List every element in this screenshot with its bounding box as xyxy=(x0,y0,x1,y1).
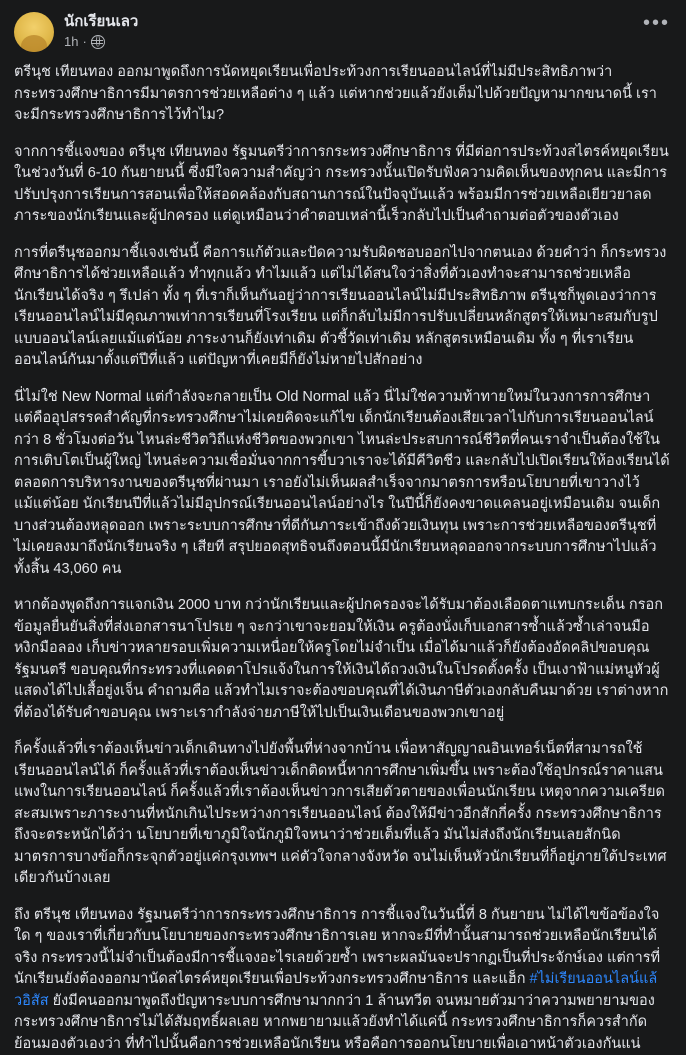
post-paragraph-with-hashtag xyxy=(14,905,672,1055)
separator-dot: · xyxy=(82,33,86,50)
avatar[interactable] xyxy=(14,12,54,52)
ellipsis-icon[interactable]: ••• xyxy=(635,12,672,30)
post-paragraph: หากต้องพูดถึงการแจกเงิน 2000 บาท กว่านักเรียนและผู้ปกครองจะได้รับมาต้องเลือดตาแทบกระเด็น กรอกข้อมูลยื่นยันสิ่งที่ส่งเอกสารนาโปรเย ๆ จะกว่าเขาจะยอมให้เงิน ครูต้องนั่งเก็บเอกสารซ้ำแล้วซ้ำเล่าจนมือหงิกมือลอง เก็บข่าวหลายรอบเพิ่มความเหนื่อยให้ครูโดยไม่จำเป็น เมื่อได้มาแล้วก็ยังต้องอัดคลิปขอบคุณรัฐมนตรี ขอบคุณที่กระทรวงที่แคดตาโปรแจ้งในการให้เงินได้ถวงเงินในโปรดตั้งครั้ง เป็นเงาฟ้าแม่หนูหัวผู้แสดงได้ไปเสื้อยู่งเจ็น คำถามคือ แล้วทำไมเราจะต้องขอบคุณที่ได้เงินภาษีตัวเองกลับคืนมาด้วย เราต่างหากที่ต้องได้รับคำขอบคุณ เพราะเรากำลังจ่ายภาษีให้ไปเป็นเงินเดือนของพวกเขาอยู่ xyxy=(14,595,672,724)
post-paragraph: นี่ไม่ใช่ New Normal แต่กำลังจะกลายเป็น Old Normal แล้ว นี่ไม่ใช่ความท้าทายใหม่ในวงการการศึกษา แต่คืออุปสรรคสำคัญที่กระทรวงศึกษาไม่เคยคิดจะแก้ไข เด็กนักเรียนต้องเสียเวลาไปกับการเรียนออนไลน์กว่า 8 ชั่วโมงต่อวัน ไหนล่ะชีวิตวิถีแห่งชีวิตของพวกเขา ไหนล่ะประสบการณ์ชีวิตที่คนเราจำเป็นต้องใช้ในการเติบโตเป็นผู้ใหญ่ ไหนล่ะความเชื่อมั่นจากการขี้บวาเราจะได้มีคีวิตชีว และกลับไปเปิดเรียนให้องเรียนได้ ตลอดการบริหารงานของตรีนุชที่ผ่านมา เราอยังไม่เห็นผลสำเร็จจากมาตรการหรือนโยบายที่เขาวางไว้แม้แต่น้อย นักเรียนปีที่แล้วไม่มีอุปกรณ์เรียนออนไลน์อย่างไร ในปีนี้ก็ยังคงขาดแคลนอยู่เหมือนเดิม จนเด็กบางส่วนต้องหลุดออก เพราะระบบการศึกษาที่ดีกันภาระเข้าถึงด้วยเงินทุน เพราะการช่วยเหลือของตรีนุชที่ไม่เคยลงมาถึงนักเรียนจริง ๆ เสียที สรุปยอดสุทธิจนถึงตอนนี้มีนักเรียนหลุดออกจากระบบการศึกษาไปแล้วทั้งสิ้น 43,060 คน xyxy=(14,387,672,581)
post-paragraph: การที่ตรีนุชออกมาชี้แจงเช่นนี้ คือการแก้ตัวและปัดความรับผิดชอบออกไปจากตนเอง ด้วยคำว่า ก็กระทรวงศึกษาธิการได้ช่วยเหลือแล้ว ทำทุกแล้ว ทำไมแล้ว แต่ไม่ได้สนใจว่าสิ่งที่ตัวเองทำจะสามารถช่วยเหลือนักเรียนได้จริง ๆ รึเปล่า ทั้ง ๆ ที่เราก็เห็นกันอยู่ว่าการเรียนออนไลน์ไม่มีประสิทธิภาพ ตรีนุชก็พูดเองว่าการเรียนออนไลน์ไม่มีคุณภาพเท่าการเรียนที่โรงเรียน แต่ก็กลับไม่มีการปรับเปลี่ยนหลักสูตรให้เหมาะสมกับรูปแบบออนไลน์เลยแม้แต่น้อย ภาระงานก็ยังเท่าเดิม ตัวชี้วัดเท่าเดิม หลักสูตรเหมือนเดิม ทั้ง ๆ ที่เราเรียนออนไลน์กันมาตั้งแต่ปีที่แล้ว แต่ปัญหาที่เคยมีก็ยังไม่หายไปสักอย่าง xyxy=(14,243,672,372)
post-paragraph-text: ถึง ตรีนุช เทียนทอง รัฐมนตรีว่าการกระทรวงศึกษาธิการ การชี้แจงในวันนี้ที่ 8 กันยายน ไม่ได้ไขข้อข้องใจใด ๆ ของเราที่เกี่ยวกับนโยบายของกระทรวงศึกษาธิการเลย หากจะมีที่ทำนั้นสามารถช่วยเหลือนักเรียนได้จริง กระทรวงนี้ไม่จำเป็นต้องมีการชี้แจงอะไรเลยด้วยซ้ำ เพราะผลมันจะปรากฏเป็นที่ประจักษ์เอง แต่การที่นักเรียนยังต้องออกมานัดสไตรค์หยุดเรียนเพื่อประท้วงกระทรวงศึกษาธิการ และแฮ็ก xyxy=(14,907,660,988)
post-body xyxy=(14,62,672,1055)
post-paragraph: ก็ครั้งแล้วที่เราต้องเห็นข่าวเด็กเดินทางไปยังพื้นที่ห่างจากบ้าน เพื่อหาสัญญาณอินเทอร์เน็ตที่สามารถใช้เรียนออนไลน์ได้ ก็ครั้งแล้วที่เราต้องเห็นข่าวเด็กติดหนี้หาการศึกษาเพิ่มขึ้น เพราะต้องใช้อุปกรณ์ราคาแสนแพงในการเรียนออนไลน์ ก็ครั้งแล้วที่เราต้องเห็นข่าวการเสียตัวตายของเพื่อนนักเรียน เหตุจากความเครียดสะสมเพราะภาระงานที่หนักเกินไประหว่างการเรียนออนไลน์ ต้องให้มีข่าวอีกสักกี่ครั้ง กระทรวงศึกษาธิการถึงจะตระหนักได้ว่า นโยบายที่เขาภูมิใจนักภูมิใจหนาว่าช่วยเต็มที่แล้ว มันไม่ส่งถึงนักเรียนเลยสักนิด มาตรการบางข้อก็กระจุกตัวอยู่แค่กรุงเทพฯ แค่ตัวใจกลางจังหวัด จนไม่เห็นหัวนักเรียนที่ก็อยู่ภายใต้ประเทศเดียวกันบ้างเลย xyxy=(14,739,672,890)
post-paragraph: จากการชี้แจงของ ตรีนุช เทียนทอง รัฐมนตรีว่าการกระทรวงศึกษาธิการ ที่มีต่อการประท้วงสไตรค์หยุดเรียนในช่วงวันที่ 6-10 กันยายนนี้ ซึ่งมีใจความสำคัญว่า กระทรวงนั้นเปิดรับฟังความคิดเห็นของทุกคน และมีการปรับปรุงการเรียนการสอนเพื่อให้สอดคล้องกับสถานการณ์ในปัจจุบันแล้ว พร้อมมีการช่วยเหลือเยียวยาลดภาระของนักเรียนและผู้ปกครอง แต่ดูเหมือนว่าคำตอบเหล่านี้เร็วกลับไปเป็นคำถามต่อตัวของตัวเอง xyxy=(14,142,672,228)
post-header xyxy=(14,10,672,62)
post-meta xyxy=(64,33,635,50)
hashtag-link[interactable]: #ไม่เรียนออนไลน์แล้วอิสัส xyxy=(14,971,657,1009)
post-timestamp[interactable]: 1h xyxy=(64,33,78,50)
post-paragraph: ตรีนุช เทียนทอง ออกมาพูดถึงการนัดหยุดเรียนเพื่อประท้วงการเรียนออนไลน์ที่ไม่มีประสิทธิภาพว่า กระทรวงศึกษาธิการมีมาตรการช่วยเหลือต่าง ๆ แล้ว แต่หากช่วยแล้วยังเต็มไปด้วยปัญหามากขนาดนี้ เราจะมีกระทรวงศึกษาธิการไว้ทำไม? xyxy=(14,62,672,127)
post-header-text xyxy=(64,12,635,50)
post-paragraph-tail: ยังมีคนออกมาพูดถึงปัญหาระบบการศึกษามากกว่า 1 ล้านทวีต จนหมายตัวมาว่าความพยายามของกระทรวงศึกษาธิการไม่ได้สัมฤทธิ์ผลเลย หากพยายามแล้วยังทำได้แค่นี้ กระทรวงศึกษาธิการก็ควรสำกัดย้อนมองตัวเองว่า ที่ทำไปนั้นคือการช่วยเหลือนักเรียน หรือคือการออกนโยบายเพื่อเอาหน้าตัวเองกันแน่ xyxy=(14,993,655,1052)
globe-icon xyxy=(91,35,105,49)
post-author-name[interactable]: นักเรียนเลว xyxy=(64,13,635,31)
